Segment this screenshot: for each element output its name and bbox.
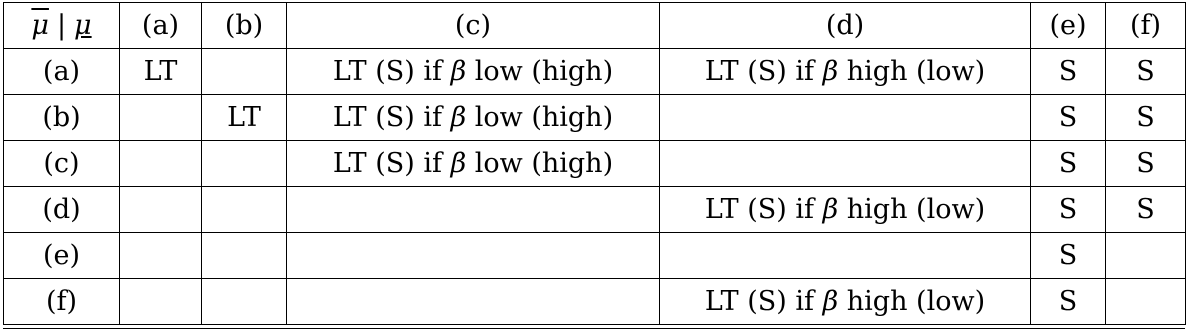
table-cell-d: [660, 95, 1031, 141]
table-cell-b: [202, 141, 287, 187]
row-label: (c): [4, 141, 120, 187]
table-cell-d: [660, 49, 1031, 95]
cell-text-prefix: LT (S) if: [704, 56, 823, 87]
table-cell-b: LT: [202, 95, 287, 141]
beta-symbol: β: [822, 194, 839, 225]
column-header-d: (d): [660, 3, 1031, 49]
cell-text-prefix: LT (S) if: [332, 102, 451, 133]
table-cell-f: S: [1106, 187, 1186, 233]
table-cell-c: [287, 279, 660, 325]
table-row: [4, 95, 1186, 141]
cell-text-prefix: LT (S) if: [332, 148, 451, 179]
mu-bar-symbol: μ: [31, 10, 49, 41]
column-header-c: (c): [287, 3, 660, 49]
row-label: (b): [4, 95, 120, 141]
table-cell-a: [120, 187, 202, 233]
table-cell-f: S: [1106, 141, 1186, 187]
mu-underline-symbol: μ: [74, 10, 92, 41]
table-cell-f: [1106, 279, 1186, 325]
table-cell-f: S: [1106, 95, 1186, 141]
table-row: [4, 279, 1186, 325]
table-row: [4, 233, 1186, 279]
table-frame: [3, 2, 1185, 329]
table-cell-a: [120, 233, 202, 279]
table-cell-b: [202, 187, 287, 233]
table-cell-c: [287, 141, 660, 187]
header-row: [4, 3, 1186, 49]
table-cell-d: [660, 141, 1031, 187]
corner-header-cell: [4, 3, 120, 49]
table-cell-f: [1106, 233, 1186, 279]
table-row: [4, 187, 1186, 233]
table-cell-e: S: [1031, 279, 1106, 325]
column-header-e: (e): [1031, 3, 1106, 49]
row-label: (d): [4, 187, 120, 233]
table-cell-a: [120, 279, 202, 325]
cell-text-prefix: LT (S) if: [332, 56, 451, 87]
cell-text-suffix: low (high): [466, 102, 614, 133]
column-header-b: (b): [202, 3, 287, 49]
beta-symbol: β: [450, 56, 467, 87]
beta-symbol: β: [822, 286, 839, 317]
cell-text-suffix: low (high): [466, 56, 614, 87]
row-label: (f): [4, 279, 120, 325]
table-cell-a: [120, 141, 202, 187]
table-row: [4, 141, 1186, 187]
table-cell-d: [660, 279, 1031, 325]
table-cell-c: [287, 187, 660, 233]
separator: |: [56, 10, 67, 41]
table-cell-b: [202, 233, 287, 279]
table-cell-e: S: [1031, 49, 1106, 95]
table-cell-a: LT: [120, 49, 202, 95]
cell-text-prefix: LT (S) if: [704, 286, 823, 317]
table-cell-e: S: [1031, 233, 1106, 279]
cell-text-prefix: LT (S) if: [704, 194, 823, 225]
table-cell-b: [202, 279, 287, 325]
column-header-f: (f): [1106, 3, 1186, 49]
table-cell-d: [660, 233, 1031, 279]
cell-text-suffix: low (high): [466, 148, 614, 179]
row-label: (e): [4, 233, 120, 279]
table-row: [4, 49, 1186, 95]
table-cell-e: S: [1031, 95, 1106, 141]
table-cell-c: [287, 49, 660, 95]
table-cell-b: [202, 49, 287, 95]
table-body: [4, 49, 1186, 325]
row-label: (a): [4, 49, 120, 95]
table-cell-a: [120, 95, 202, 141]
table-cell-c: [287, 233, 660, 279]
table-cell-e: S: [1031, 141, 1106, 187]
cell-text-suffix: high (low): [838, 56, 986, 87]
beta-symbol: β: [822, 56, 839, 87]
cell-text-suffix: high (low): [838, 286, 986, 317]
table-cell-f: S: [1106, 49, 1186, 95]
cell-text-suffix: high (low): [838, 194, 986, 225]
table-cell-c: [287, 95, 660, 141]
column-header-a: (a): [120, 3, 202, 49]
table-cell-d: [660, 187, 1031, 233]
table-cell-e: S: [1031, 187, 1106, 233]
beta-symbol: β: [450, 148, 467, 179]
beta-symbol: β: [450, 102, 467, 133]
results-table: [3, 2, 1186, 325]
